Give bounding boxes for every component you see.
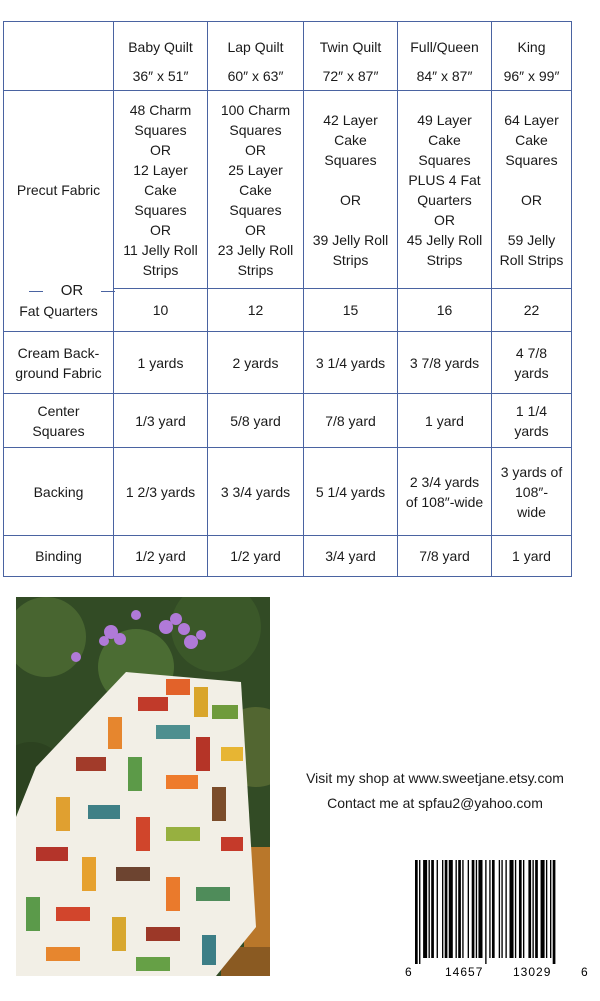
- column-name: Baby Quilt: [128, 38, 193, 55]
- precut-cell: 42 Layer Cake Squares OR 39 Jelly Roll Strips: [304, 91, 398, 289]
- binding-row: [4, 536, 572, 577]
- barcode-bar: [445, 860, 448, 958]
- header-full-queen: [398, 22, 492, 91]
- fat-quarters-cell: 22: [492, 289, 572, 332]
- barcode-bar: [431, 860, 434, 958]
- precut-cell: 100 Charm Squares OR 25 Layer Cake Squares OR 23 Jelly Roll Strips: [208, 91, 304, 289]
- binding-cell: 1/2 yard: [208, 536, 304, 577]
- column-size: 36″ x 51″: [132, 67, 189, 84]
- column-name: Full/Queen: [410, 38, 479, 55]
- cream-cell: 4 7/8 yards: [492, 332, 572, 394]
- quilt-photo-illustration: [16, 597, 270, 976]
- barcode-bar: [485, 860, 486, 964]
- backing-cell: 1 2/3 yards: [114, 448, 208, 536]
- cream-cell: 2 yards: [208, 332, 304, 394]
- barcode-bar: [553, 860, 556, 964]
- barcode-bar: [423, 860, 427, 958]
- barcode-bar: [499, 860, 500, 958]
- cream-cell: 3 7/8 yards: [398, 332, 492, 394]
- barcode-bar: [519, 860, 522, 958]
- precut-cell: 48 Charm Squares OR 12 Layer Cake Squares OR 11 Jelly Roll Strips: [114, 91, 208, 289]
- column-size: 60″ x 63″: [227, 67, 284, 84]
- barcode-bar: [541, 860, 545, 958]
- center-cell: 7/8 yard: [304, 394, 398, 448]
- quilt-photo: [16, 597, 270, 976]
- precut-cell: 64 Layer Cake Squares OR 59 Jelly Roll Strips: [492, 91, 572, 289]
- barcode-bar: [523, 860, 524, 958]
- barcode-bar: [456, 860, 457, 958]
- fabric-requirements-table: [3, 21, 572, 577]
- column-size: 72″ x 87″: [322, 67, 379, 84]
- row-label-precut: Precut Fabric: [4, 91, 114, 289]
- empty-corner-cell: [4, 22, 114, 91]
- barcode-bar: [437, 860, 438, 958]
- cream-background-row: [4, 332, 572, 394]
- row-label-fat-quarters: Fat Quarters: [4, 289, 114, 332]
- row-label-backing: Backing: [4, 448, 114, 536]
- backing-cell: 5 1/4 yards: [304, 448, 398, 536]
- barcode-bar: [528, 860, 531, 958]
- precut-cell: 49 Layer Cake Squares PLUS 4 Fat Quarters OR 45 Jelly Roll Strips: [398, 91, 492, 289]
- fat-quarters-cell: 15: [304, 289, 398, 332]
- barcode-bar: [510, 860, 514, 958]
- center-cell: 5/8 yard: [208, 394, 304, 448]
- barcode-bar: [478, 860, 482, 958]
- backing-cell: 2 3/4 yards of 108″-wide: [398, 448, 492, 536]
- center-cell: 1 yard: [398, 394, 492, 448]
- cream-cell: 1 yards: [114, 332, 208, 394]
- shop-url-text: Visit my shop at www.sweetjane.etsy.com: [306, 770, 564, 786]
- barcode-bar: [476, 860, 477, 958]
- barcode-bar: [472, 860, 475, 958]
- binding-cell: 3/4 yard: [304, 536, 398, 577]
- column-name: Lap Quilt: [227, 38, 284, 55]
- binding-cell: 1/2 yard: [114, 536, 208, 577]
- row-label-cream-background: Cream Back- ground Fabric: [4, 332, 114, 394]
- barcode-lead-digit: 6: [405, 965, 412, 979]
- barcode-bar: [462, 860, 463, 958]
- barcode-bar: [468, 860, 469, 958]
- precut-row: [4, 91, 572, 289]
- barcode-bar: [458, 860, 461, 958]
- header-baby: [114, 22, 208, 91]
- backing-cell: 3 yards of 108″- wide: [492, 448, 572, 536]
- barcode-bar: [550, 860, 551, 958]
- barcode-check-digit: 6: [581, 965, 588, 979]
- binding-cell: 7/8 yard: [398, 536, 492, 577]
- column-name: King: [517, 38, 546, 55]
- row-label-binding: Binding: [4, 536, 114, 577]
- header-row: [4, 22, 572, 91]
- binding-cell: 1 yard: [492, 536, 572, 577]
- barcode-bar: [442, 860, 443, 958]
- barcode-bar: [505, 860, 506, 958]
- header-twin: [304, 22, 398, 91]
- center-cell: 1/3 yard: [114, 394, 208, 448]
- barcode-left-digits: 14657: [445, 965, 484, 979]
- barcode-bars: [415, 860, 555, 964]
- row-label-center-squares: Center Squares: [4, 394, 114, 448]
- fat-quarters-cell: 10: [114, 289, 208, 332]
- barcode-bar: [501, 860, 502, 958]
- or-divider-label: OR: [38, 282, 106, 299]
- barcode-bar: [449, 860, 453, 958]
- barcode-bar: [492, 860, 495, 958]
- barcode-bar: [419, 860, 420, 964]
- barcode-bar: [532, 860, 533, 958]
- center-cell: 1 1/4 yards: [492, 394, 572, 448]
- column-size: 84″ x 87″: [416, 67, 473, 84]
- header-lap: [208, 22, 304, 91]
- backing-row: [4, 448, 572, 536]
- barcode-bar: [546, 860, 547, 958]
- center-squares-row: [4, 394, 572, 448]
- header-king: [492, 22, 572, 91]
- barcode-bar: [535, 860, 538, 958]
- barcode-bar: [415, 860, 418, 964]
- contact-email-text: Contact me at spfau2@yahoo.com: [327, 795, 543, 811]
- backing-cell: 3 3/4 yards: [208, 448, 304, 536]
- barcode-bar: [489, 860, 490, 958]
- column-size: 96″ x 99″: [503, 67, 560, 84]
- barcode-bar: [515, 860, 516, 958]
- barcode-right-digits: 13029: [513, 965, 552, 979]
- barcode-graphic: [405, 858, 590, 980]
- fat-quarters-cell: 12: [208, 289, 304, 332]
- fat-quarters-cell: 16: [398, 289, 492, 332]
- column-name: Twin Quilt: [319, 38, 382, 55]
- barcode-bar: [429, 860, 430, 958]
- cream-cell: 3 1/4 yards: [304, 332, 398, 394]
